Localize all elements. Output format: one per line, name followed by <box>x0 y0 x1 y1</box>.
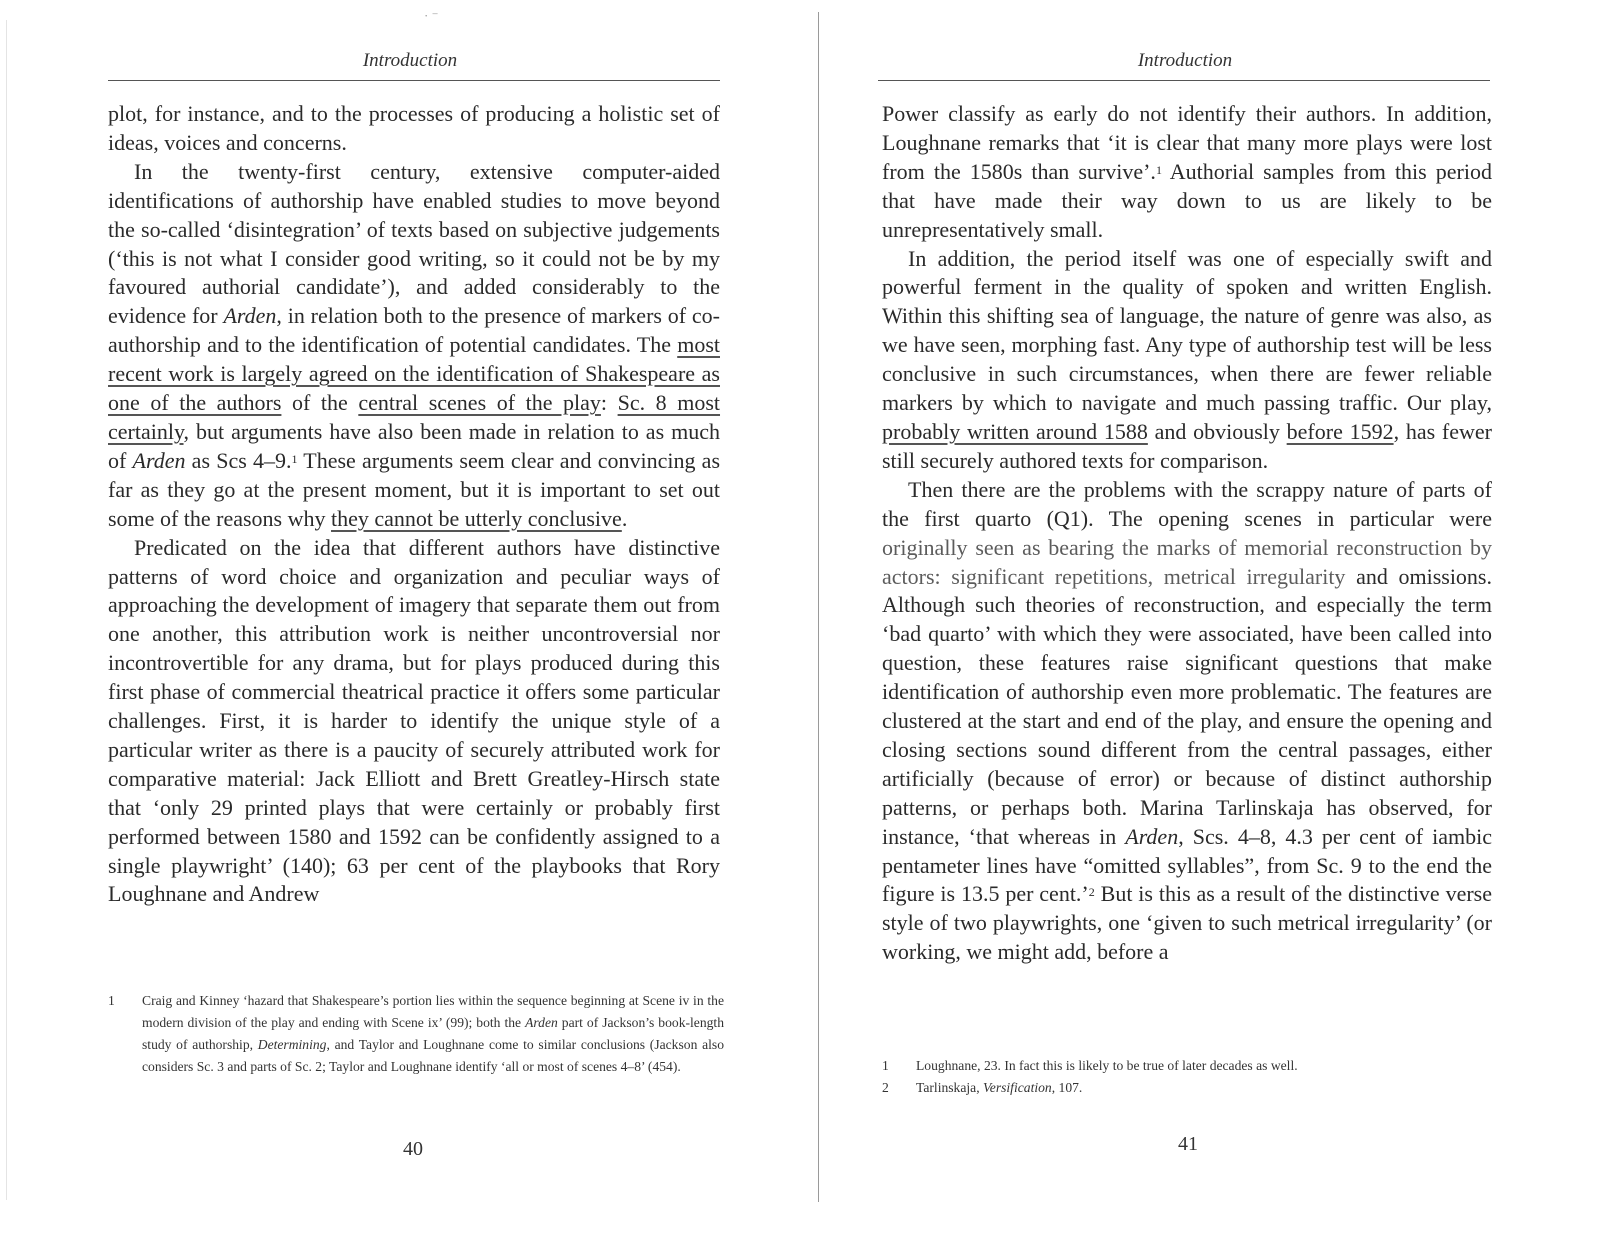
footnote-number: 1 <box>882 1058 889 1073</box>
text-run: Tarlinskaja, <box>916 1080 983 1095</box>
paragraph <box>108 534 720 910</box>
italic-text: Determining <box>257 1037 327 1052</box>
footnote-ref: 1 <box>291 451 298 466</box>
header-rule <box>108 80 720 81</box>
text-run: part of Jackson’s book-length study of authorship, <box>142 1015 724 1052</box>
text-run: In the twenty-first century, extensive computer-aided identifications of authorship have enabled studies to move beyond the so-called ‘disintegration’ of texts based on subjective judgements (‘this is not what I consider good writing, so it could not be by my favoured authorial candidate’), and added considerably to the evidence for <box>108 158 720 329</box>
pencil-underline: Sc. 8 most certainly <box>108 390 721 444</box>
text-run: , 107. <box>1051 1080 1083 1095</box>
text-run: , Scs. 4–8, 4.3 per cent of iambic pentameter lines have “omitted syllables”, from Sc. 9 to the end the figure is 13.5 per cent.’ <box>882 823 1492 907</box>
text-run: : <box>600 390 618 416</box>
footnote-text <box>916 1055 1482 1077</box>
text-run: as Scs 4–9. <box>185 447 292 473</box>
header-rule <box>878 80 1490 81</box>
running-head: Introduction <box>1137 50 1233 71</box>
paragraph <box>882 476 1492 967</box>
footnote <box>108 990 724 1078</box>
text-run: and obviously <box>1147 418 1287 444</box>
footnote-number: 2 <box>882 1080 889 1095</box>
text-run: In addition, the period itself was one of especially swift and powerful ferment in the quality of spoken and written English. Within this shifting sea of language, the nature of genre was also, as we have seen, morphing fast. Any type of authorship test will be less conclusive in such circumstances, when there are fewer reliable markers by which to navigate and much passing traffic. Our play, <box>882 245 1492 416</box>
body-text <box>882 100 1492 967</box>
italic-text: Arden <box>223 303 277 329</box>
page-number: 41 <box>1178 1133 1198 1155</box>
footnote-number: 1 <box>108 993 115 1008</box>
pencil-underline: probably written around 1588 <box>882 418 1148 444</box>
paragraph <box>108 100 720 158</box>
text-run: of the <box>281 390 359 416</box>
text-run: Loughnane, 23. In fact this is likely to be true of later decades as well. <box>916 1058 1298 1073</box>
paragraph <box>882 245 1492 476</box>
text-run: and omissions. Although such theories of reconstruction, and especially the term ‘bad quarto’ with which they were associated, have been called into question, these features raise significant questions that make identification of authorship even more problematic. The features are clustered at the start and end of the play, and ensure the opening and closing sections sound different from the central passages, either artificially (because of error) or because of distinct authorship patterns, or perhaps both. Marina Tarlinskaja has observed, for instance, ‘that whereas in <box>882 563 1492 849</box>
italic-text: Arden <box>1125 823 1179 849</box>
footnote-ref: 1 <box>1155 162 1162 177</box>
page-number: 40 <box>403 1138 423 1160</box>
footnote-text <box>916 1077 1482 1099</box>
text-run: , in relation both to the presence of markers of co-authorship and to the identification of potential candidates. The <box>108 303 720 358</box>
text-run: , but arguments have also been made in relation to as much of <box>108 418 720 473</box>
text-run: Authorial samples from this period that have made their way down to us are likely to be unrepresentatively small. <box>882 158 1492 242</box>
pencil-underline: before 1592 <box>1286 418 1394 444</box>
left-page: · ⁻ Introduction plot, for instance, and to the processes of producing a holistic set of ideas, voices and concerns. In the twenty-first century, extensive computer-aided identifications of authorship have enabled studies to move beyond the so-called ‘disintegration’ of texts based on subjective judgements (‘this is not what I consider good writing, so it could not be by my favoured authorial candidate’), and added considerably to the evidence for Arden, in relation both to the presence of markers of co-authorship and to the identification of potential candidates. The most recent work is largely agreed on the identification of Shakespeare as one of the authors of the central scenes of the play: Sc. 8 most certainly, but arguments have also been made in relation to as much of Arden as Scs 4–9.$^1$ These arguments seem clear and convincing as far as they go at the present moment, but it is important to set out some of the reasons why they cannot be utterly conclusive. Predicated on the idea that different authors have distinctive patterns of word choice and organization and peculiar ways of approaching the development of imagery that separate them out from one another, this attribution work is neither uncontroversial nor incontrovertible for any drama, but for plays produced during this first phase of commercial theatrical practice it offers some particular challenges. First, it is harder to identify the unique style of a particular writer as there is a paucity of securely attributed work for comparative material: Jack Elliott and Brett Greatley-Hirsch state that ‘only 29 printed plays that were certainly or probably first performed between 1580 and 1592 can be confidently assigned to a single playwright’ (140); 63 per cent of the playbooks that Rory Loughnane and Andrew 1 Craig and Kinney ‘hazard that Shakespeare’s portion lies within the sequence beginning at Scene iv in the modern division of the play and ending with Scene ix’ (99); both the Arden part of Jackson’s book-length study of authorship, Determining, and Taylor and Loughnane come to similar conclusions (Jackson also considers Sc. 3 and parts of Sc. 2; Taylor and Loughnane identify ‘all or most of scenes 4–8’ (454). 40 <box>108 8 724 1160</box>
italic-text: Arden <box>132 447 186 473</box>
footnotes <box>108 990 724 1078</box>
pencil-underline: central scenes of the play <box>358 390 601 416</box>
text-run: . <box>621 505 628 531</box>
text-run: But is this as a result of the distinctive verse style of two playwrights, one ‘given to such metrical irregularity’ (or working, we might add, before a <box>882 881 1492 965</box>
running-head: Introduction <box>362 50 458 71</box>
pencil-underline: most recent work is largely agreed on the identification of Shakespeare as one of the authors <box>108 332 720 416</box>
italic-text: Versification <box>983 1080 1052 1095</box>
italic-text: Arden <box>525 1015 558 1030</box>
footnote <box>882 1077 1482 1099</box>
body-text <box>108 100 720 909</box>
text-run: , has fewer still securely authored texts for comparison. <box>882 418 1492 473</box>
footnote-text <box>142 990 724 1078</box>
footnote <box>882 1055 1482 1077</box>
pencil-underline: they cannot be utterly conclusive <box>331 505 622 531</box>
text-run: Then there are the problems with the scrappy nature of parts of the first quarto (Q1). The opening scenes in particular were <box>882 476 1492 531</box>
text-run: plot, for instance, and to the processes of producing a holistic set of ideas, voices and concerns. <box>108 101 720 155</box>
pencil-shading: originally seen as bearing the marks of memorial reconstruction by actors: significant repetitions, metrical irregularity <box>882 534 1492 589</box>
right-page <box>810 0 1600 1237</box>
footnotes <box>882 1055 1482 1099</box>
text-run: Power classify as early do not identify their authors. In addition, Loughnane remarks that ‘it is clear that many more plays were lost from the 1580s than survive’. <box>882 101 1492 184</box>
footnote-ref: 2 <box>1088 885 1095 900</box>
paragraph <box>108 158 720 534</box>
paragraph <box>882 100 1492 245</box>
text-run: Predicated on the idea that different authors have distinctive patterns of word choice and organization and peculiar ways of approaching the development of imagery that separate them out from one another, this attribution work is neither uncontroversial nor incontrovertible for any drama, but for plays produced during this first phase of commercial theatrical practice it offers some particular challenges. First, it is harder to identify the unique style of a particular writer as there is a paucity of securely attributed work for comparative material: Jack Elliott and Brett Greatley-Hirsch state that ‘only 29 printed plays that were certainly or probably first performed between 1580 and 1592 can be confidently assigned to a single playwright’ (140); 63 per cent of the playbooks that Rory Loughnane and Andrew <box>108 534 720 907</box>
text-run: Craig and Kinney ‘hazard that Shakespeare’s portion lies within the sequence beginning at Scene iv in the modern division of the play and ending with Scene ix’ (99); both the <box>142 993 724 1030</box>
text-run: , and Taylor and Loughnane come to similar conclusions (Jackson also considers Sc. 3 and parts of Sc. 2; Taylor and Loughnane identify ‘all or most of scenes 4–8’ (454). <box>142 1037 724 1074</box>
text-run: These arguments seem clear and convincing as far as they go at the present moment, but it is important to set out some of the reasons why <box>108 447 721 531</box>
